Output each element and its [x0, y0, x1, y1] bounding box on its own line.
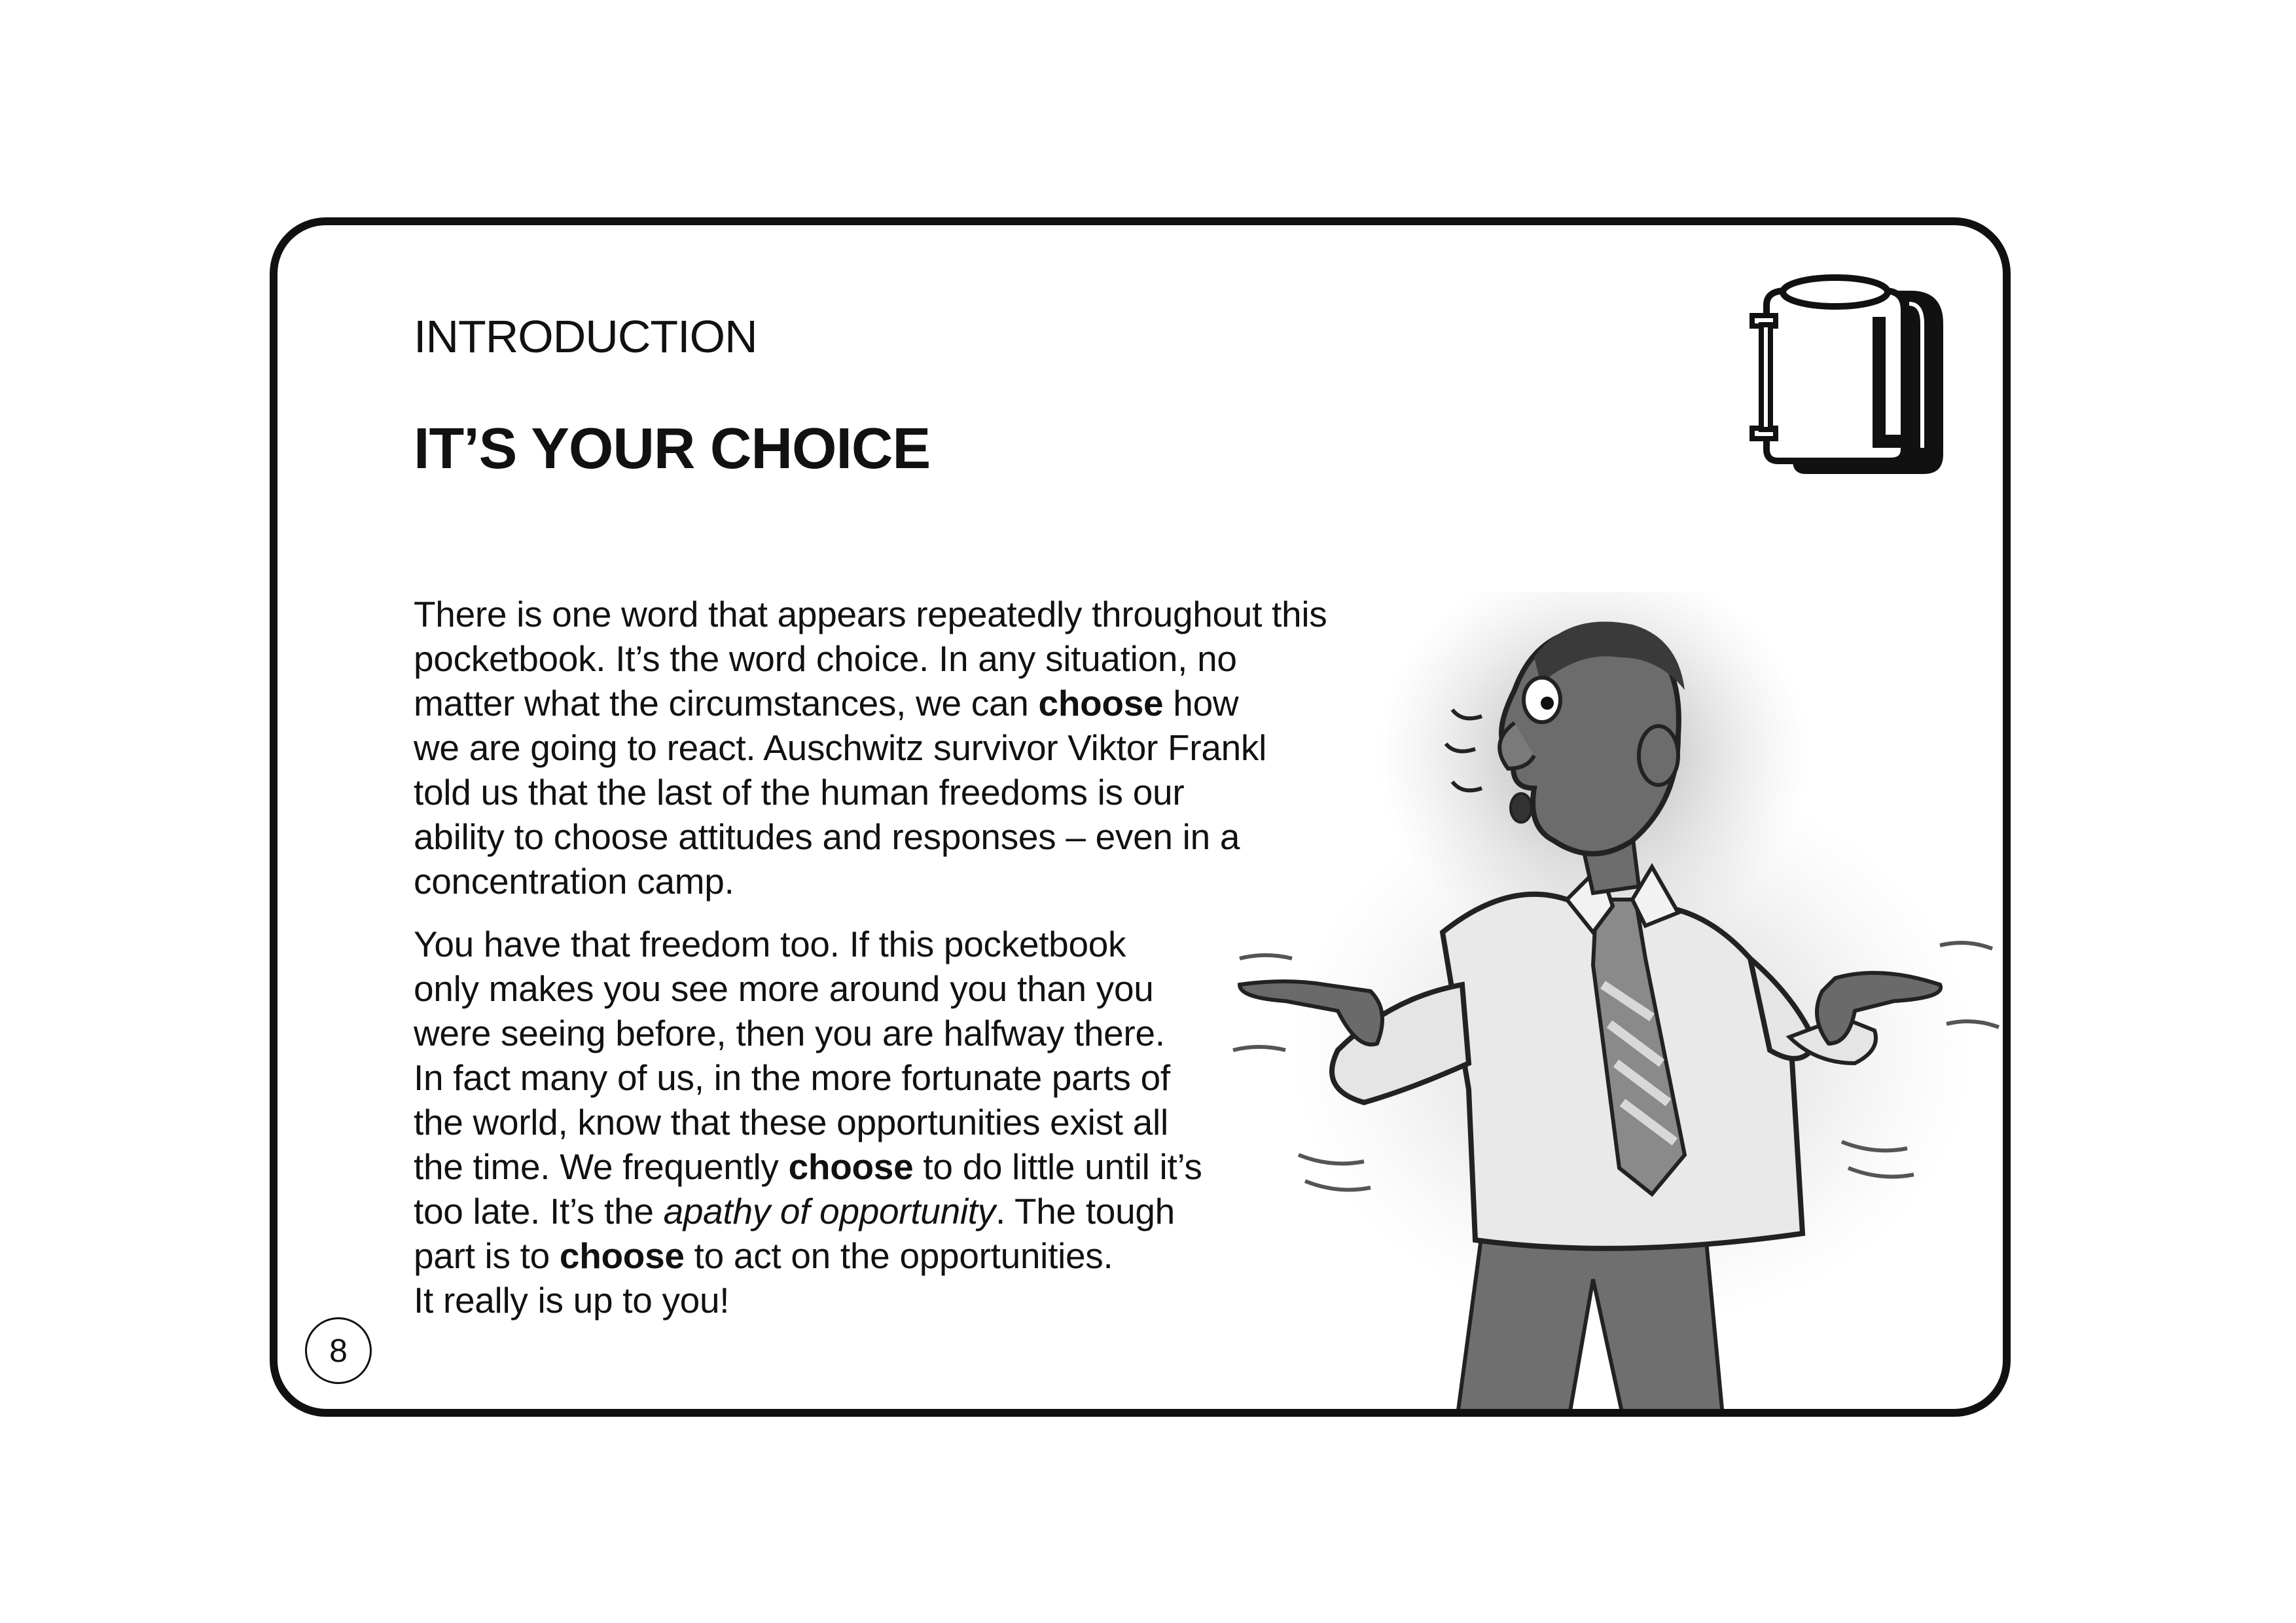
- book-icon: [1747, 264, 1956, 481]
- emphasis-bold: choose: [1038, 683, 1164, 723]
- page-number: 8: [305, 1317, 372, 1384]
- text-line: told us that the last of the human freedoms is our: [414, 772, 1185, 812]
- text-line: were seeing before, then you are halfway there.: [414, 1013, 1165, 1053]
- emphasis-bold: choose: [788, 1146, 914, 1187]
- man-pointing-both-ways-illustration: [1227, 592, 2011, 1417]
- text-line: There is one word that appears repeatedly throughout this: [414, 594, 1327, 634]
- text-line: part is to choose to act on the opportunities.: [414, 1235, 1113, 1276]
- text-line: concentration camp.: [414, 861, 734, 902]
- text-line: It really is up to you!: [414, 1280, 730, 1321]
- text-line: pocketbook. It’s the word choice. In any situation, no: [414, 638, 1237, 679]
- text-line: In fact many of us, in the more fortunate parts of: [414, 1057, 1170, 1098]
- text-line: ability to choose attitudes and responses – even in a: [414, 816, 1240, 857]
- page-frame: [270, 217, 2011, 1417]
- text-line: You have that freedom too. If this pocketbook: [414, 924, 1126, 964]
- text-line: only makes you see more around you than you: [414, 968, 1154, 1009]
- text-line: we are going to react. Auschwitz survivor Viktor Frankl: [414, 727, 1267, 768]
- text-line: too late. It’s the apathy of opportunity. The tough: [414, 1191, 1175, 1231]
- text-line: the world, know that these opportunities exist all: [414, 1102, 1168, 1142]
- text-line: matter what the circumstances, we can choose how: [414, 683, 1239, 723]
- text-line: the time. We frequently choose to do little until it’s: [414, 1146, 1202, 1187]
- section-label: INTRODUCTION: [414, 311, 757, 362]
- emphasis-italic: apathy of opportunity: [663, 1191, 996, 1231]
- page-title: IT’S YOUR CHOICE: [414, 416, 931, 481]
- emphasis-bold: choose: [559, 1235, 685, 1276]
